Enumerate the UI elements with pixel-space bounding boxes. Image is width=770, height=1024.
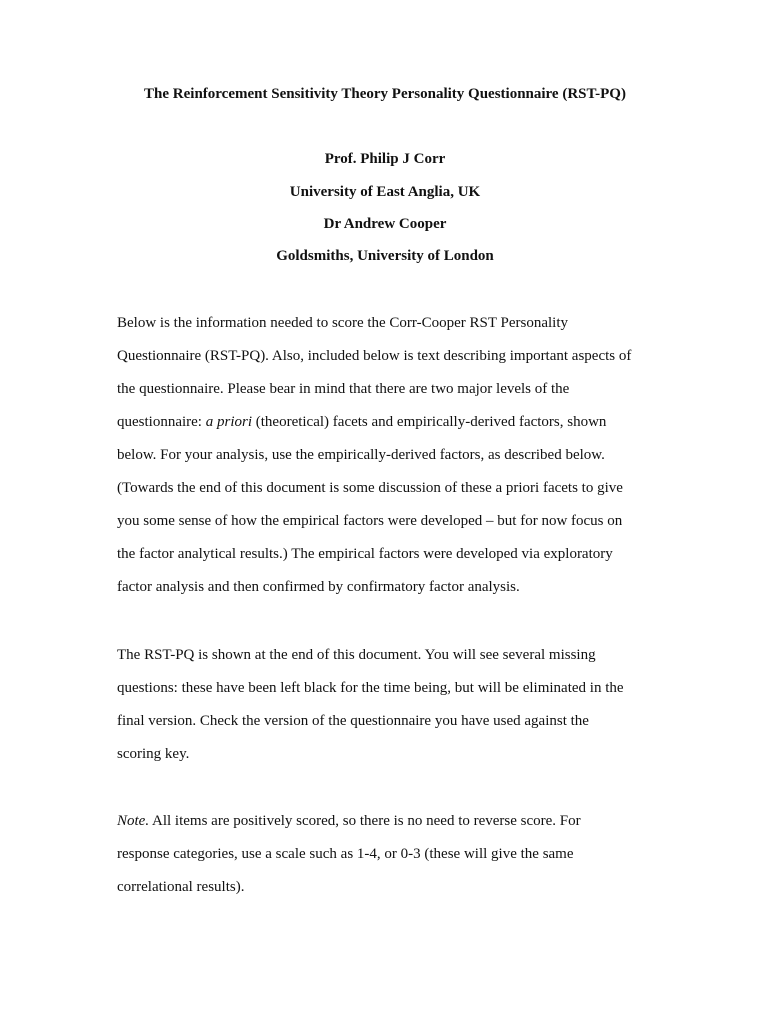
paragraph-line: you some sense of how the empirical factors were developed – but for now focus on	[117, 513, 623, 529]
paragraph-line: scoring key.	[117, 746, 190, 762]
intro-paragraph	[117, 307, 662, 604]
paragraph-line: correlational results).	[117, 879, 245, 895]
text-segment: (theoretical) facets and empirically-derived factors, shown	[252, 414, 607, 430]
missing-questions-paragraph	[117, 639, 662, 771]
paragraph-line: Below is the information needed to score the Corr-Cooper RST Personality	[117, 315, 569, 331]
author-affiliation-1: University of East Anglia, UK	[289, 184, 481, 200]
author-name-2: Dr Andrew Cooper	[323, 216, 447, 232]
note-label: Note.	[117, 813, 150, 829]
paragraph-line: Questionnaire (RST-PQ). Also, included below is text describing important aspects of	[117, 348, 632, 364]
paragraph-line	[117, 805, 662, 838]
author-affiliation-2: Goldsmiths, University of London	[276, 248, 494, 264]
paragraph-line: the questionnaire. Please bear in mind that there are two major levels of the	[117, 381, 570, 397]
italic-term: a priori	[205, 414, 252, 430]
text-segment: All items are positively scored, so there is no need to reverse score. For	[149, 813, 581, 829]
paragraph-line: (Towards the end of this document is some discussion of these a priori facets to give	[117, 480, 623, 496]
paragraph-line: the factor analytical results.) The empirical factors were developed via exploratory	[117, 546, 613, 562]
text-segment: questionnaire:	[117, 414, 206, 430]
paragraph-line	[117, 406, 662, 439]
scoring-note-paragraph	[117, 805, 662, 904]
paragraph-line: below. For your analysis, use the empirically-derived factors, as described below.	[117, 447, 605, 463]
document-title: The Reinforcement Sensitivity Theory Personality Questionnaire (RST-PQ)	[144, 86, 626, 102]
paragraph-line: factor analysis and then confirmed by confirmatory factor analysis.	[117, 579, 520, 595]
paragraph-line: final version. Check the version of the questionnaire you have used against the	[117, 713, 589, 729]
paragraph-line: The RST-PQ is shown at the end of this document. You will see several missing	[117, 647, 596, 663]
author-name-1: Prof. Philip J Corr	[324, 151, 446, 167]
paragraph-line: response categories, use a scale such as 1-4, or 0-3 (these will give the same	[117, 846, 574, 862]
paragraph-line: questions: these have been left black for the time being, but will be eliminated in the	[117, 680, 624, 696]
